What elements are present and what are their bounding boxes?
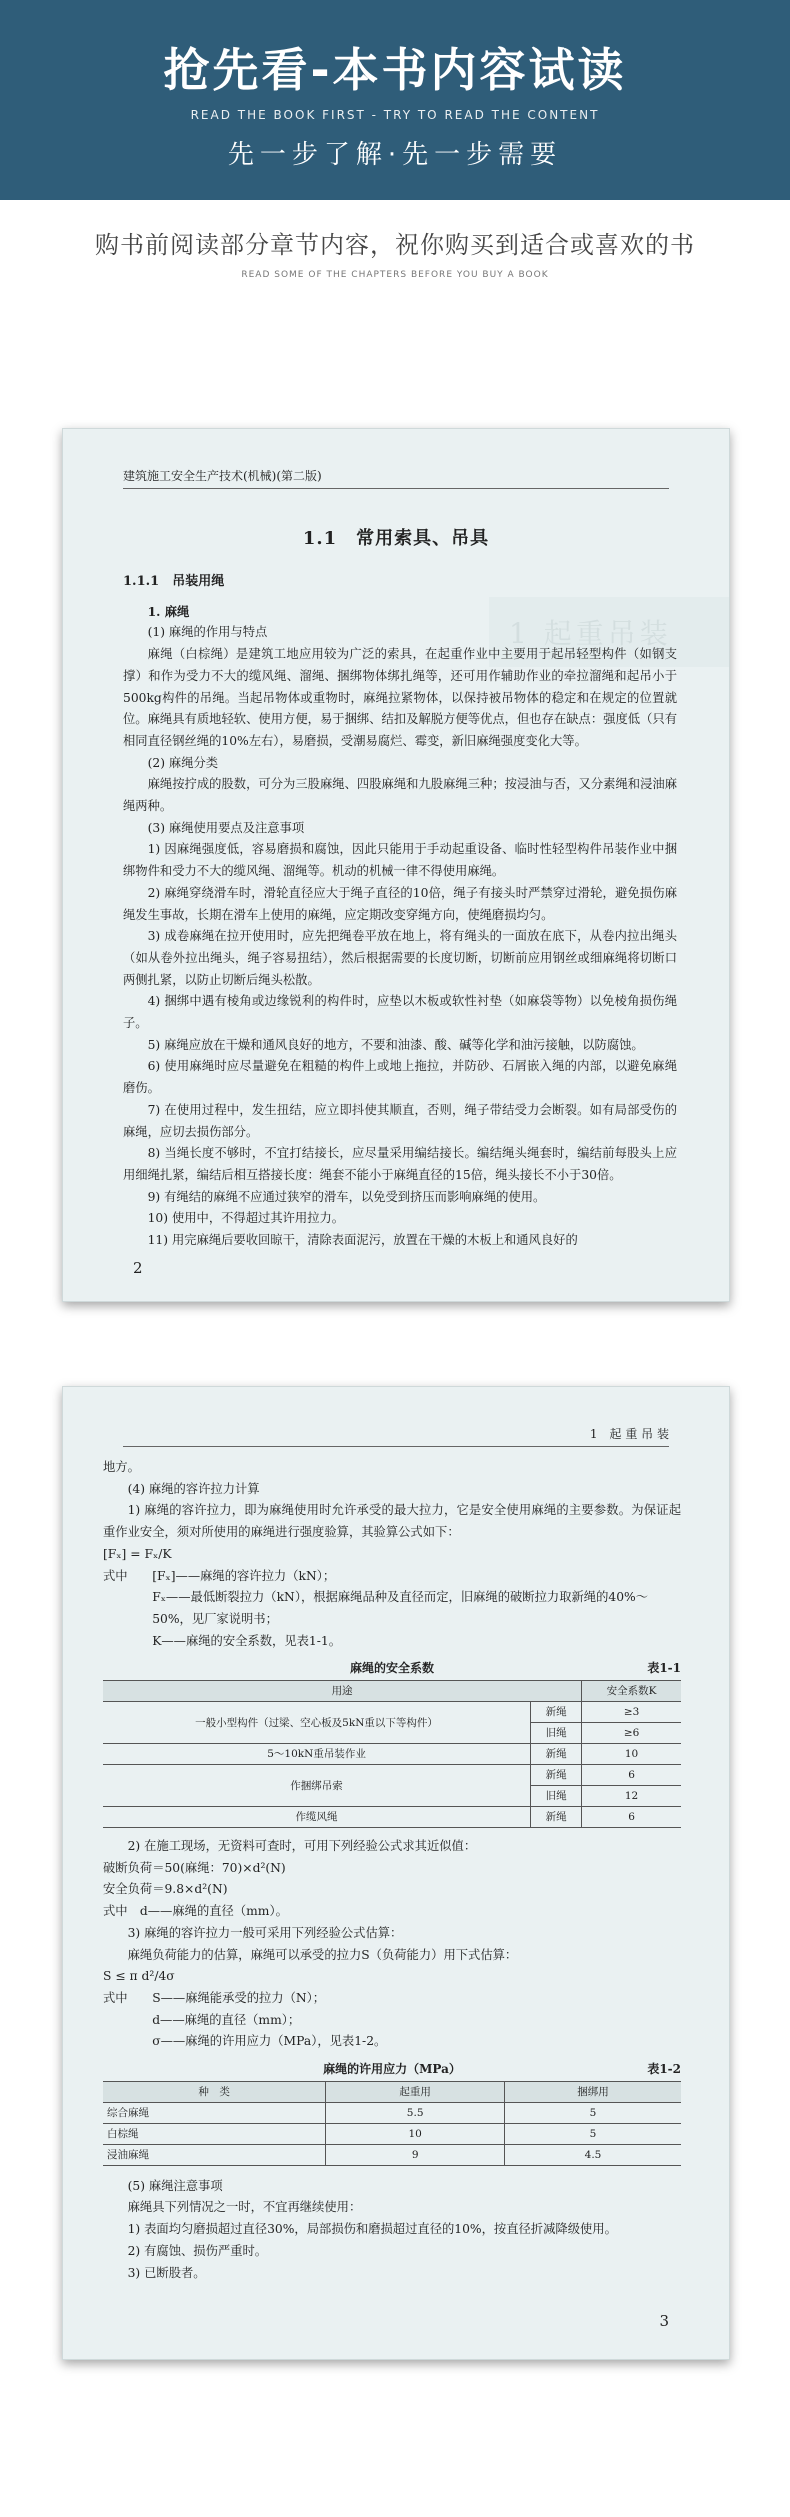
paragraph: 7) 在使用过程中，发生扭结，应立即抖使其顺直，否则，绳子带结受力会断裂。如有局部受伤的麻绳，应切去损伤部分。 [123,1102,677,1139]
paragraph: 3) 成卷麻绳在拉开使用时，应先把绳卷平放在地上，将有绳头的一面放在底下，从卷内拉出绳头（如从卷外拉出绳头，绳子容易扭结），然后根据需要的长度切断，切断前应用钢丝或细麻绳将切断口两侧扎紧，以防止切断后绳头松散。 [123,929,677,987]
paragraph: 地方。 [103,1460,140,1474]
paragraph: 1) 麻绳的容许拉力，即为麻绳使用时允许承受的最大拉力，它是安全使用麻绳的主要参数。为保证起重作业安全，须对所使用的麻绳进行强度验算，其验算公式如下： [103,1503,681,1540]
table-1: 麻绳的安全系数 表1-1 用途 安全系数K 一般小型构件（过梁、空心板及5kN重以下等构件） 新绳 ≥3 旧绳 ≥6 5～10kN重吊装作业 新绳 10 作捆绑吊索 新绳 6 旧绳 12 作缆风绳 新绳 6 [103,1658,681,1828]
running-head: 建筑施工安全生产技术(机械)(第二版) [123,467,669,489]
paragraph: 2) 麻绳穿绕滑车时，滑轮直径应大于绳子直径的10倍，绳子有接头时严禁穿过滑轮，避免损伤麻绳发生事故，长期在滑车上使用的麻绳，应定期改变穿绳方向，使绳磨损均匀。 [123,885,677,922]
book-page-2 [62,1386,730,2360]
formula: S ≤ π d²/4σ [103,1969,175,1984]
paragraph: 5) 麻绳应放在干燥和通风良好的地方，不要和油漆、酸、碱等化学和油污接触，以防腐蚀。 [147,1037,644,1052]
definition: σ——麻绳的许用应力（MPa），见表1-2。 [152,2034,387,2049]
section-title: 1.1 常用索具、吊具 [302,528,490,549]
definition: [Fₓ]——麻绳的容许拉力（kN）； [152,1568,336,1583]
table-header: 种 类 [103,2081,326,2102]
definition: 式中 d——麻绳的直径（mm）。 [103,1904,288,1919]
table-caption: 麻绳的安全系数 [349,1661,434,1676]
formula: 安全负荷＝9.8×d²(N) [103,1882,228,1897]
table-cell: 综合麻绳 [103,2102,326,2123]
table-cell: 浸油麻绳 [103,2144,326,2165]
paragraph: 麻绳具下列情况之一时，不宜再继续使用： [127,2200,362,2215]
table-header: 用途 [103,1681,582,1702]
running-head: 1 起 重 吊 装 [123,1425,669,1447]
paragraph: 9) 有绳结的麻绳不应通过狭窄的滑车，以免受到挤压而影响麻绳的使用。 [147,1189,546,1204]
intro-text-en: READ SOME OF THE CHAPTERS BEFORE YOU BUY A BOOK [241,270,549,280]
table-caption: 麻绳的许用应力（MPa） [323,2062,461,2077]
header-banner [0,0,790,200]
heading: (4) 麻绳的容许拉力计算 [127,1481,260,1496]
table-header: 捆绑用 [505,2081,682,2102]
banner-slogan: 先一步了解·先一步需要 [227,140,563,170]
item-title: 1. 麻绳 [147,603,190,619]
intro-text: 购书前阅读部分章节内容，祝你购买到适合或喜欢的书 [95,231,695,259]
paragraph: 6) 使用麻绳时应尽量避免在粗糙的构件上或地上拖拉，并防砂、石屑嵌入绳的内部，以避免麻绳磨伤。 [123,1059,677,1096]
watermark: 1 起重吊装 [489,597,729,667]
paragraph: (2) 麻绳分类 [147,755,219,770]
formula: [Fₓ] = Fₓ/K [103,1546,172,1561]
definition: d——麻绳的直径（mm）； [152,2012,301,2027]
banner-subtitle: READ THE BOOK FIRST - TRY TO READ THE CONTENT [190,108,600,122]
paragraph: 1) 因麻绳强度低，容易磨损和腐蚀，因此只能用于手动起重设备、临时性轻型构件吊装作业中捆绑物件和受力不大的缆风绳、溜绳等。机动的机械一律不得使用麻绳。 [123,842,677,879]
list-item: 2) 有腐蚀、损伤严重时。 [127,2243,268,2258]
page1-body [123,571,677,1252]
paragraph: 麻绳（白棕绳）是建筑工地应用较为广泛的索具，在起重作业中主要用于起吊轻型构件（如钢支撑）和作为受力不大的缆风绳、溜绳、捆绑物体绑扎绳等，还可用作辅助作业的牵拉溜绳和起吊小于500kg构件的吊绳。当起吊物体或重物时，麻绳拉紧物体，以保持被吊物体的稳定和在规定的位置就位。麻绳具有质地轻软、使用方便，易于捆绑、结扣及解脱方便等优点，但也存在缺点：强度低（只有相同直径钢丝绳的10%左右），易磨损，受潮易腐烂、霉变，新旧麻绳强度变化大等。 [123,647,677,748]
table-number: 表1-2 [647,2062,681,2077]
table-cell: 白棕绳 [103,2123,326,2144]
paragraph: 4) 捆绑中遇有棱角或边缘锐利的构件时，应垫以木板或软性衬垫（如麻袋等物）以免棱角损伤绳子。 [123,994,677,1031]
table-header: 起重用 [326,2081,505,2102]
page2-body: 地方。 (4) 麻绳的容许拉力计算 1) 麻绳的容许拉力，即为麻绳使用时允许承受的最大拉力，它是安全使用麻绳的主要参数。为保证起重作业安全，须对所使用的麻绳进行强度验算，其验算公式如下： [Fₓ] = Fₓ/K 式中 [Fₓ]——麻绳的容许拉力（kN）； Fₓ——最低断裂拉力（kN），根据麻绳品种及直径而定，旧麻绳的破断拉力取新绳的40%～50%，见厂家说明书； K——麻绳的安全系数，见表1-1。 麻绳的安全系数 表1-1 用途 安全系数K 一般小型构件（过梁、空心板及5kN重以下等构件） 新绳 ≥3 旧绳 ≥6 5～10kN重吊装作业 新绳 10 作捆绑吊索 新绳 6 旧绳 12 作缆风绳 新绳 6 2) 在施工现场，无资料可查时，可用下列经验公式求其近似值： 破断负荷＝50(麻绳：70)×d²(N) 安全负荷＝9.8×d²(N) 式中 d——麻绳的直径（mm）。 3) 麻绳的容许拉力一般可采用下列经验公式估算： 麻绳负荷能力的估算，麻绳可以承受的拉力S（负荷能力）用下式估算： S ≤ π d²/4σ 式中 S——麻绳能承受的拉力（N）； d——麻绳的直径（mm）； σ——麻绳的许用应力（MPa），见表1-2。 麻绳的许用应力（MPa） 表1-2 种 类 起重用 捆绑用 综合麻绳 5.5 5 白棕绳 10 5 浸油麻绳 9 4.5 (5) 麻绳注意事项 麻绳具下列情况之一时，不宜再继续使用： 1) 表面均匀磨损超过直径30%，局部损伤和磨损超过直径的10%，按直径折减降级使用。 2) 有腐蚀、损伤严重时。 3) 已断股者。 [103,1457,681,2284]
paragraph: (1) 麻绳的作用与特点 [147,625,268,640]
definition: S——麻绳能承受的拉力（N）； [152,1990,326,2005]
def-lead: 式中 [103,1568,128,1583]
subsection-title: 1.1.1 吊装用绳 [123,574,225,589]
table-cell: 作缆风绳 [103,1807,531,1828]
banner-title: 抢先看-本书内容试读 [163,43,627,97]
definition: Fₓ——最低断裂拉力（kN），根据麻绳品种及直径而定，旧麻绳的破断拉力取新绳的40%～50%，见厂家说明书； [152,1590,649,1626]
formula: 破断负荷＝50(麻绳：70)×d²(N) [103,1860,286,1875]
paragraph: 11) 用完麻绳后要收回晾干，清除表面泥污，放置在干燥的木板上和通风良好的 [147,1233,578,1248]
table-header: 安全系数K [582,1681,681,1702]
page-number: 2 [133,1259,143,1277]
paragraph: 3) 麻绳的容许拉力一般可采用下列经验公式估算： [127,1925,403,1940]
table-number: 表1-1 [647,1661,681,1676]
page-number: 3 [659,2312,669,2330]
table-cell: 一般小型构件（过梁、空心板及5kN重以下等构件） [103,1702,531,1744]
paragraph: (3) 麻绳使用要点及注意事项 [147,820,305,835]
definition: K——麻绳的安全系数，见表1-1。 [152,1633,342,1648]
list-item: 3) 已断股者。 [127,2265,206,2280]
paragraph: 麻绳按拧成的股数，可分为三股麻绳、四股麻绳和九股麻绳三种；按浸油与否，又分素绳和浸油麻绳两种。 [123,777,677,814]
table-2: 麻绳的许用应力（MPa） 表1-2 种 类 起重用 捆绑用 综合麻绳 5.5 5 白棕绳 10 5 浸油麻绳 9 4.5 [103,2059,681,2166]
table-cell: 作捆绑吊索 [103,1765,531,1807]
heading: (5) 麻绳注意事项 [127,2178,223,2193]
paragraph: 麻绳负荷能力的估算，麻绳可以承受的拉力S（负荷能力）用下式估算： [127,1947,518,1962]
paragraph: 10) 使用中，不得超过其许用拉力。 [147,1211,345,1226]
paragraph: 2) 在施工现场，无资料可查时，可用下列经验公式求其近似值： [127,1839,477,1854]
table-cell: 5～10kN重吊装作业 [103,1744,531,1765]
paragraph: 8) 当绳长度不够时，不宜打结接长，应尽量采用编结接长。编结绳头绳套时，编结前每股头上应用细绳扎紧，编结后相互搭接长度：绳套不能小于麻绳直径的15倍，绳头接长不小于30倍。 [123,1146,677,1182]
list-item: 1) 表面均匀磨损超过直径30%，局部损伤和磨损超过直径的10%，按直径折减降级使用。 [127,2222,617,2237]
book-page-1 [62,428,730,1302]
